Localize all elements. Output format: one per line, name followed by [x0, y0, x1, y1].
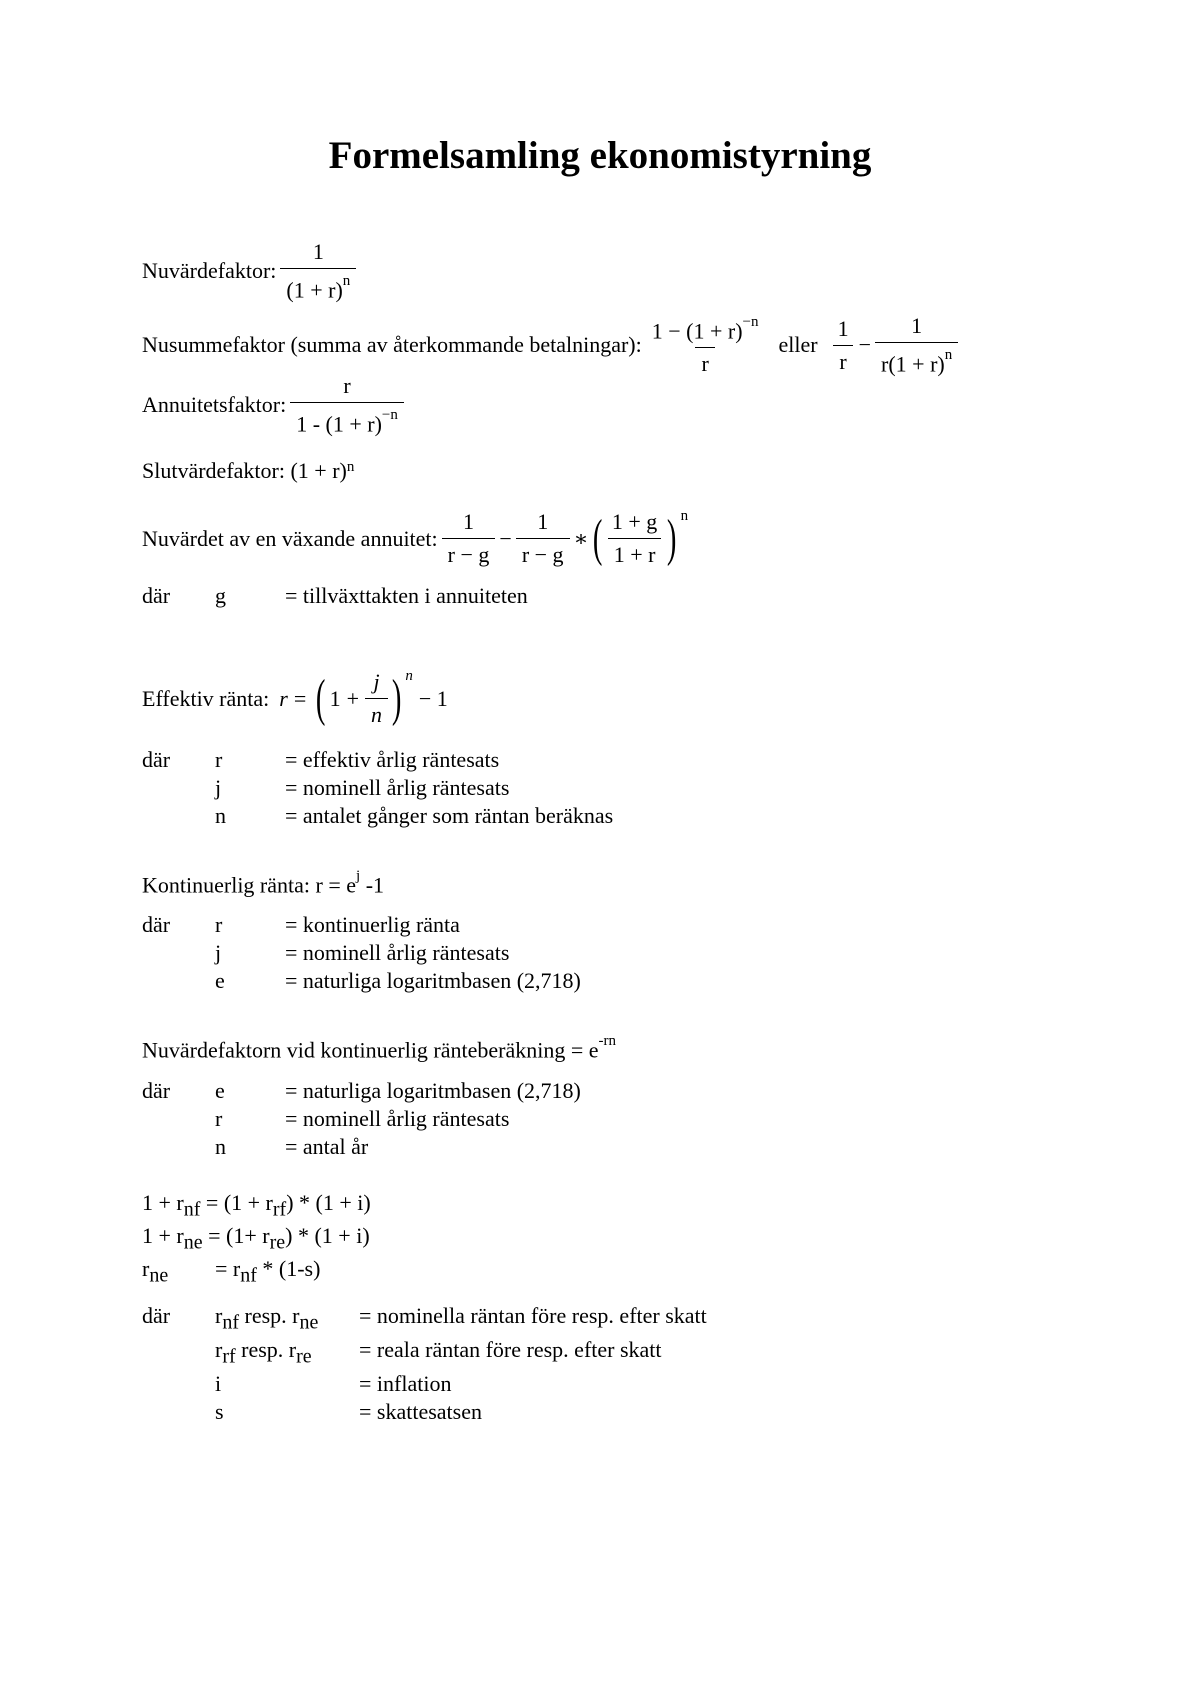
nusummefaktor-fraction-3 — [875, 312, 958, 378]
formula-tail: -1 — [360, 872, 385, 898]
page-title: Formelsamling ekonomistyrning — [328, 134, 872, 177]
var-part: r — [215, 1337, 223, 1362]
subscript: rf — [272, 1198, 287, 1221]
variable-description: = inflation — [359, 1371, 452, 1396]
exponent: n — [342, 273, 351, 289]
variable-description: = naturliga logaritmbasen (2,718) — [285, 1078, 581, 1103]
fraction-numerator: 1 — [463, 509, 475, 534]
eq-part: * (1-s) — [256, 1256, 321, 1281]
fraction-denominator — [290, 402, 404, 438]
kontinuerlig-label: Kontinuerlig ränta: r = e — [142, 872, 357, 898]
right-paren: ) — [667, 509, 677, 567]
eller-word: eller — [778, 332, 818, 358]
nuvardekont-label: Nuvärdefaktorn vid kontinuerlig ränteberäkning = e — [142, 1037, 599, 1063]
vaxande-fraction-3 — [606, 508, 663, 569]
fraction-denominator — [280, 268, 356, 304]
annuitetsfaktor-fraction — [290, 372, 404, 438]
slutvardefaktor-formula — [142, 458, 354, 484]
variable-name: r — [215, 747, 223, 772]
vaxande-fraction-1 — [442, 508, 496, 569]
variable-name: r — [215, 912, 223, 937]
denominator-base: r(1 + r) — [881, 351, 945, 377]
variable-name: e — [215, 1078, 225, 1103]
variable-description: = nominella räntan före resp. efter skatt — [359, 1303, 707, 1328]
nusummefaktor-formula — [142, 312, 962, 378]
subscript: ne — [149, 1264, 169, 1287]
fraction-numerator: r — [343, 373, 351, 398]
variable-r: r — [279, 685, 288, 711]
slutvardefaktor-label: Slutvärdefaktor: (1 + r) — [142, 458, 347, 483]
one: 1 — [329, 685, 341, 711]
exponent: −n — [381, 407, 398, 423]
left-paren: ( — [316, 669, 326, 727]
variable-name: n — [215, 803, 226, 828]
exponent: n — [346, 458, 355, 475]
nusummefaktor-fraction-1 — [646, 312, 765, 378]
variable-description: = antalet gånger som räntan beräknas — [285, 803, 614, 828]
times-sign: ∗ — [573, 525, 589, 551]
variable-name: i — [215, 1371, 222, 1396]
eq-part: ) * (1 + i) — [286, 1190, 371, 1215]
fisher-equation-1 — [142, 1190, 371, 1221]
subscript: ne — [183, 1231, 203, 1254]
effektiv-label: Effektiv ränta: — [142, 685, 270, 711]
equals-sign: = — [293, 685, 307, 711]
exponent: −n — [742, 314, 759, 330]
subscript: nf — [240, 1264, 257, 1287]
dar-label: där — [142, 1303, 171, 1328]
variable-name: e — [215, 968, 225, 993]
fraction-denominator — [875, 342, 958, 378]
exponent: -rn — [598, 1033, 617, 1049]
variable-name: j — [215, 940, 222, 965]
fraction-numerator: 1 — [312, 239, 324, 264]
exponent: j — [356, 868, 361, 884]
variable-name: n — [215, 1134, 226, 1159]
plus-sign: + — [346, 685, 359, 711]
subscript: re — [296, 1345, 312, 1368]
exponent: n — [680, 508, 689, 524]
minus-sign: − — [499, 525, 512, 551]
subscript: re — [269, 1231, 286, 1254]
variable-description: = nominell årlig räntesats — [285, 940, 510, 965]
eq-part: = (1 + r — [200, 1190, 273, 1215]
var-part: resp. r — [235, 1337, 297, 1362]
fisher-variable — [215, 1337, 312, 1368]
nusummefaktor-label: Nusummefaktor (summa av återkommande betalningar): — [142, 332, 642, 358]
variable-description: = kontinuerlig ränta — [285, 912, 460, 937]
variable-name: r — [215, 1106, 223, 1131]
var-part: r — [215, 1303, 223, 1328]
vaxande-annuitet-formula — [142, 508, 688, 569]
effektiv-ranta-formula — [142, 668, 448, 729]
exponent: n — [944, 347, 953, 363]
annuitetsfaktor-label: Annuitetsfaktor: — [142, 392, 287, 418]
effektiv-fraction — [365, 668, 388, 729]
numerator-base: 1 − (1 + r) — [651, 318, 743, 344]
variable-name: s — [215, 1399, 224, 1424]
fraction-numerator: j — [373, 669, 380, 694]
fraction-denominator: r − g — [442, 538, 496, 569]
variable-description: = effektiv årlig räntesats — [285, 747, 500, 772]
nuvardefaktor-label: Nuvärdefaktor: — [142, 258, 277, 284]
fraction-numerator: 1 — [911, 313, 923, 338]
fraction-denominator: n — [365, 698, 388, 729]
fraction-numerator: 1 + g — [611, 509, 658, 534]
fraction-denominator: 1 + r — [608, 538, 662, 569]
variable-description: = nominell årlig räntesats — [285, 1106, 510, 1131]
fraction-denominator: r − g — [516, 538, 570, 569]
minus-sign: − — [858, 332, 872, 358]
variable-description: = skattesatsen — [359, 1399, 482, 1424]
fraction-denominator: r — [695, 347, 714, 378]
fraction-denominator: r — [833, 345, 852, 376]
annuitetsfaktor-formula — [142, 372, 408, 438]
variable-name: j — [215, 775, 222, 800]
eq-part: = r — [215, 1256, 241, 1281]
fisher-equation-3 — [142, 1256, 168, 1287]
fraction-numerator: 1 — [837, 315, 849, 341]
nuvardefaktor-fraction — [280, 238, 356, 304]
denominator-base: (1 + r) — [286, 277, 343, 303]
dar-label: där — [142, 1078, 171, 1103]
fraction-numerator — [646, 312, 765, 347]
variable-name: g — [215, 583, 226, 608]
formula-tail: − 1 — [418, 685, 448, 711]
eq-part: r — [142, 1256, 150, 1281]
variable-description: = reala räntan före resp. efter skatt — [359, 1337, 662, 1362]
variable-description: = tillväxttakten i annuiteten — [285, 583, 528, 608]
eq-part: 1 + r — [142, 1190, 184, 1215]
fisher-equation-3-rhs — [215, 1256, 320, 1287]
subscript: nf — [183, 1198, 201, 1221]
kontinuerlig-formula — [142, 868, 385, 898]
subscript: rf — [222, 1345, 236, 1368]
vaxande-label: Nuvärdet av en växande annuitet: — [142, 525, 438, 551]
variable-description: = naturliga logaritmbasen (2,718) — [285, 968, 581, 993]
denominator-base: 1 - (1 + r) — [296, 411, 382, 437]
var-part: resp. r — [239, 1303, 300, 1328]
dar-label: där — [142, 912, 171, 937]
subscript: nf — [222, 1311, 239, 1334]
dar-label: där — [142, 583, 171, 608]
eq-part: ) * (1 + i) — [285, 1223, 370, 1248]
variable-description: = nominell årlig räntesats — [285, 775, 510, 800]
eq-part: 1 + r — [142, 1223, 184, 1248]
fisher-equation-2 — [142, 1223, 370, 1254]
dar-label: där — [142, 747, 171, 772]
variable-description: = antal år — [285, 1134, 369, 1159]
exponent: n — [405, 668, 413, 684]
vaxande-fraction-2 — [516, 508, 570, 569]
fisher-variable — [215, 1303, 318, 1334]
left-paren: ( — [592, 509, 602, 567]
nuvardefaktor-formula — [142, 238, 360, 304]
subscript: ne — [299, 1311, 319, 1334]
eq-part: = (1+ r — [202, 1223, 270, 1248]
nusummefaktor-fraction-2 — [832, 315, 855, 376]
fraction-numerator: 1 — [537, 509, 549, 534]
nuvardefaktor-kontinuerlig-formula — [142, 1033, 617, 1063]
right-paren: ) — [391, 669, 402, 727]
